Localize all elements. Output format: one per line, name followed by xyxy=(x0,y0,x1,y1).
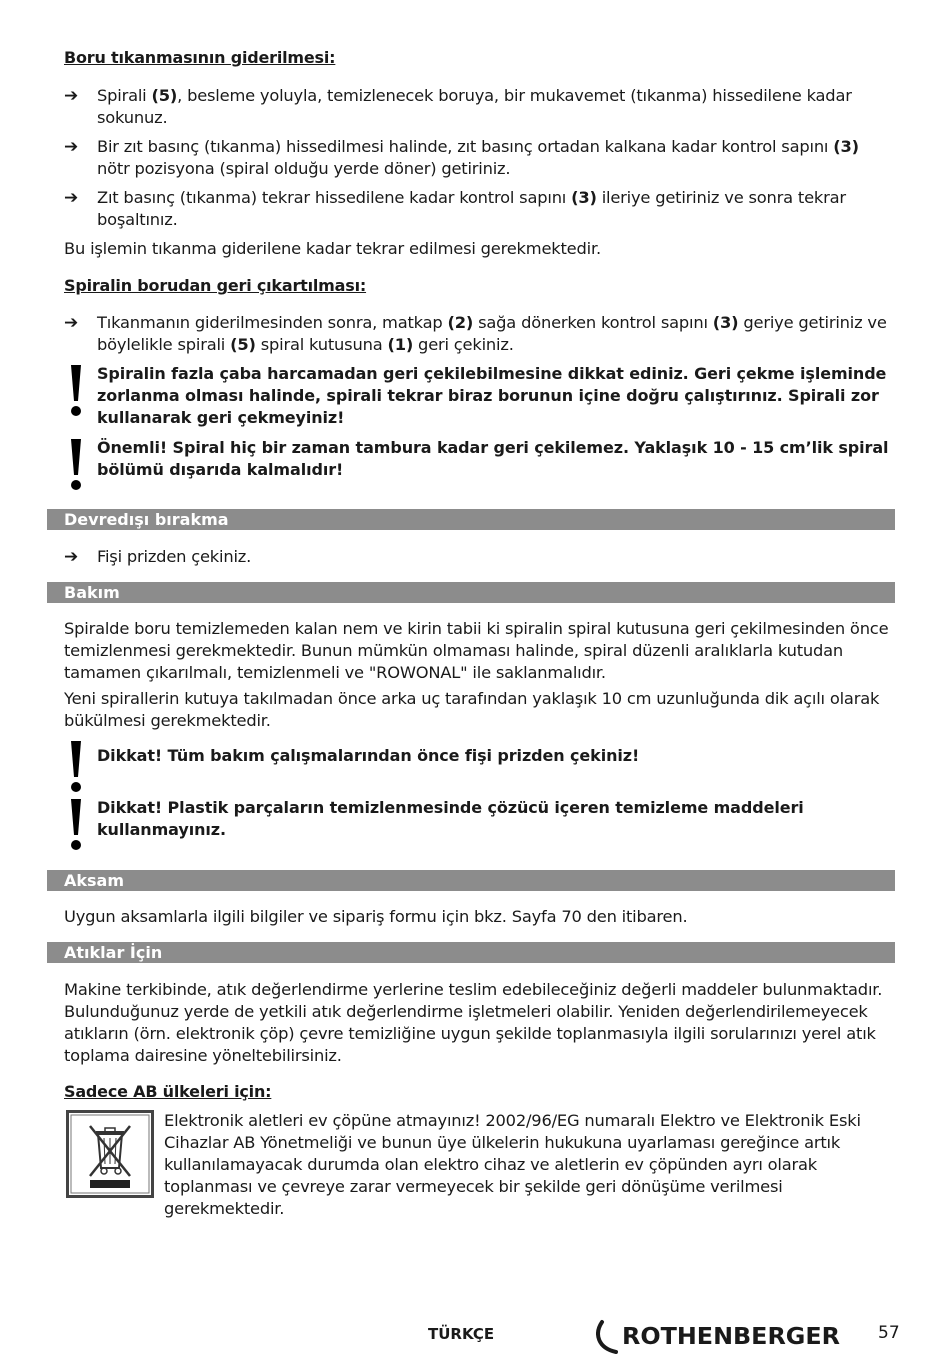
arrow-right-icon: ➔ xyxy=(64,86,79,106)
ref-number: (5) xyxy=(151,86,178,105)
clearing-title: Boru tıkanmasının giderilmesi: xyxy=(64,48,336,67)
text: geri çekiniz. xyxy=(413,335,514,354)
logo-text: ROTHENBERGER xyxy=(622,1324,841,1350)
list-item xyxy=(64,312,896,356)
text: Fişi prizden çekiniz. xyxy=(97,547,252,566)
warning-block xyxy=(64,437,898,481)
warning-block xyxy=(64,363,898,429)
ref-number: (2) xyxy=(447,313,474,332)
arrow-right-icon: ➔ xyxy=(64,188,79,208)
clearing-note: Bu işlemin tıkanma giderilene kadar tekrar edilmesi gerekmektedir. xyxy=(64,239,601,258)
waste-paragraph: Makine terkibinde, atık değerlendirme yerlerine teslim edebileceğiniz değerli maddeler bulunmaktadır. Bulunduğunuz yerde de yetkili atık değerlendirme işletmeleri olabilir. Yeniden değerlendirilemeyecek atıkların (örn. elektronik çöp) çevre temizliğine uygun şekilde toplanmasıyla ilgili sorularınızı yerel atık toplama dairesine yöneltebilirsiniz. xyxy=(64,980,883,1065)
logo-swoosh xyxy=(598,1322,616,1352)
warning-text: Spiralin fazla çaba harcamadan geri çekilebilmesine dikkat ediniz. Geri çekme işleminde zorlanma olması halinde, spirali tekrar biraz borunun içine doğru çalıştırınız. Spirali zor kullanarak geri çekmeyiniz! xyxy=(97,364,887,427)
eu-title: Sadece AB ülkeleri için: xyxy=(64,1082,272,1101)
list-item xyxy=(64,187,896,231)
exclamation-icon xyxy=(68,741,84,793)
page-number: 57 xyxy=(878,1323,900,1343)
crossed-out-bin-icon xyxy=(66,1110,154,1198)
warning-block xyxy=(64,797,898,841)
ref-number: (3) xyxy=(712,313,739,332)
text: , besleme yoluyla, temizlenecek boruya, bir mukavemet (tıkanma) hissedilene kadar sokunuz. xyxy=(97,86,852,127)
warning-text: Dikkat! Plastik parçaların temizlenmesinde çözücü içeren temizleme maddeleri kullanmayınız. xyxy=(97,798,804,839)
list-item xyxy=(64,136,896,180)
ref-number: (3) xyxy=(833,137,859,156)
text: geriye getiriniz ve böylelikle spirali xyxy=(97,313,887,354)
withdraw-title: Spiralin borudan geri çıkartılması: xyxy=(64,276,367,295)
section-bar-accessories: Aksam xyxy=(47,870,895,891)
arrow-right-icon: ➔ xyxy=(64,547,79,567)
exclamation-icon xyxy=(68,799,84,851)
list-item xyxy=(64,85,896,129)
text: Zıt basınç (tıkanma) tekrar hissedilene kadar kontrol sapını xyxy=(97,188,572,207)
accessories-paragraph: Uygun aksamlarla ilgili bilgiler ve sipariş formu için bkz. Sayfa 70 den itibaren. xyxy=(64,907,688,926)
maintenance-paragraph: Spiralde boru temizlemeden kalan nem ve kirin tabii ki spiralin spiral kutusuna geri çekilmesinden önce temizlenmesi gerekmektedir. Bunun mümkün olmaması halinde, spiral düzenli aralıklarla kutudan tamamen çıkarılmalı, temizlenmeli ve "ROWONAL" ile saklanmalıdır. xyxy=(64,619,889,682)
brand-logo xyxy=(596,1318,846,1358)
list-item xyxy=(64,546,896,568)
text: Bir zıt basınç (tıkanma) hissedilmesi halinde, zıt basınç ortadan kalkana kadar kontrol sapını xyxy=(97,137,834,156)
ref-number: (5) xyxy=(230,335,256,354)
text: Spirali xyxy=(97,86,152,105)
text: nötr pozisyona (spiral olduğu yerde döner) getiriniz. xyxy=(97,159,511,178)
ref-number: (3) xyxy=(571,188,597,207)
warning-block xyxy=(64,745,898,767)
section-bar-decommission: Devredışı bırakma xyxy=(47,509,895,530)
warning-text: Önemli! Spiral hiç bir zaman tambura kadar geri çekilemez. Yaklaşık 10 - 15 cm’lik spiral bölümü dışarıda kalmalıdır! xyxy=(97,438,889,479)
eu-paragraph: Elektronik aletleri ev çöpüne atmayınız! 2002/96/EG numaralı Elektro ve Elektronik Eski Cihazlar AB Yönetmeliği ve bunun üye ülkelerin hukukuna uyarlaması gereğince artık kullanılamayacak durumda olan elektro cihaz ve aletlerin ev çöpünden ayrı olarak toplanması ve çevreye zarar vermeyecek bir şekilde geri dönüşüme verilmesi gerekmektedir. xyxy=(164,1111,861,1218)
section-bar-maintenance: Bakım xyxy=(47,582,895,603)
maintenance-paragraph: Yeni spirallerin kutuya takılmadan önce arka uç tarafından yaklaşık 10 cm uzunluğunda dik açılı olarak bükülmesi gerekmektedir. xyxy=(64,689,880,730)
text: Tıkanmanın giderilmesinden sonra, matkap xyxy=(97,313,448,332)
warning-text: Dikkat! Tüm bakım çalışmalarından önce fişi prizden çekiniz! xyxy=(97,746,640,765)
exclamation-icon xyxy=(68,439,84,491)
text: ileriye getiriniz ve sonra tekrar boşaltınız. xyxy=(97,188,846,229)
text: sağa dönerken kontrol sapını xyxy=(473,313,713,332)
exclamation-icon xyxy=(68,365,84,417)
arrow-right-icon: ➔ xyxy=(64,313,79,333)
section-bar-waste: Atıklar İçin xyxy=(47,942,895,963)
arrow-right-icon: ➔ xyxy=(64,137,79,157)
text: spiral kutusuna xyxy=(255,335,388,354)
footer-language: TÜRKÇE xyxy=(428,1325,495,1343)
ref-number: (1) xyxy=(387,335,414,354)
